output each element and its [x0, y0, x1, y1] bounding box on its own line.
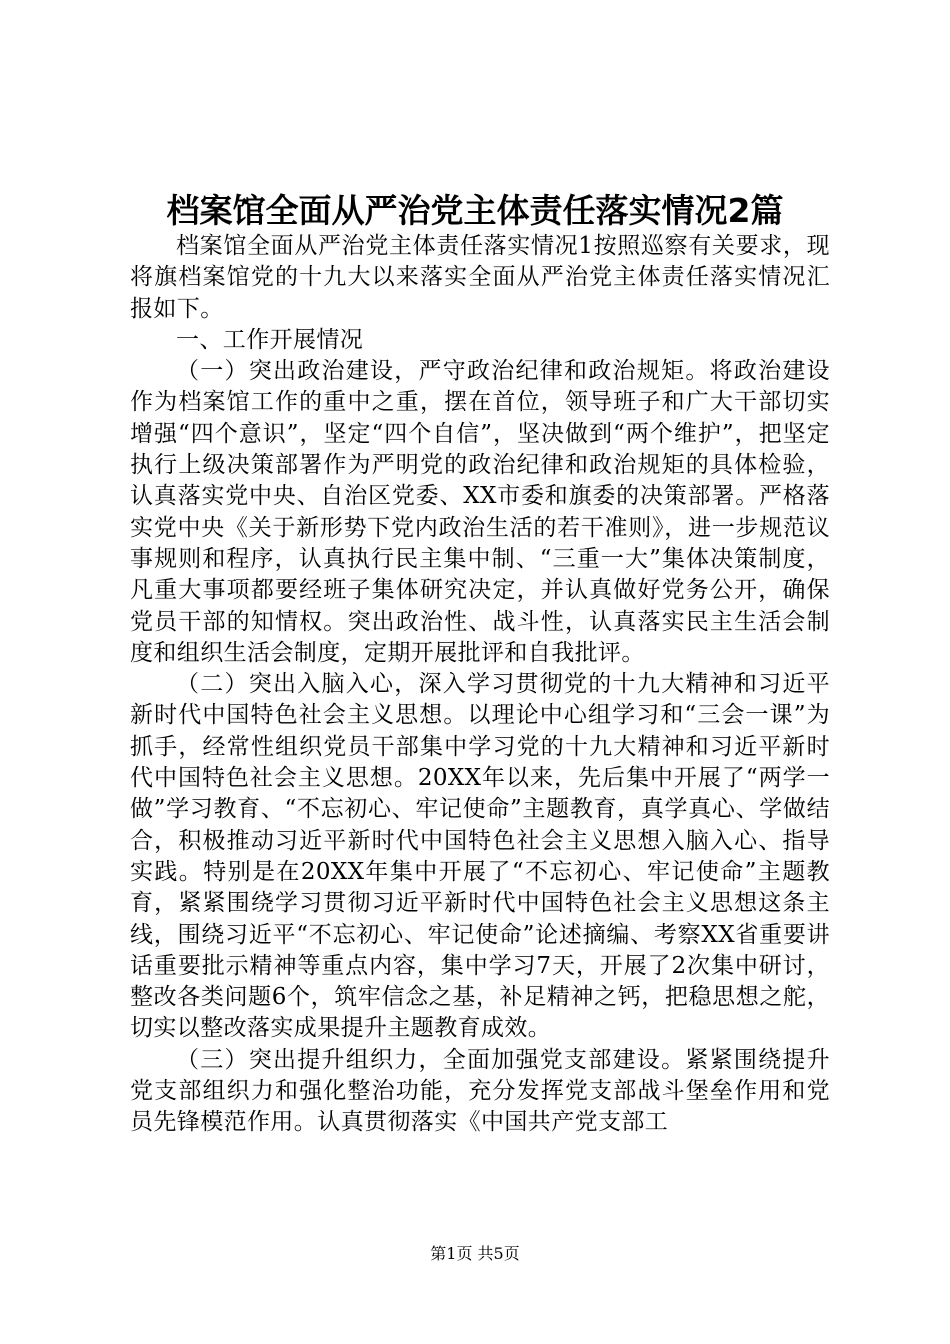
paragraph-study-thought: （二）突出入脑入心，深入学习贯彻党的十九大精神和习近平新时代中国特色社会主义思想。以理论中心组学习和“三会一课”为抓手，经常性组织党员干部集中学习党的十九大精神和习近平新时代中国特色社会主义思想。20XX年以来，先后集中开展了“两学一做”学习教育、“不忘初心、牢记使命”主题教育，真学真心、学做结合，积极推动习近平新时代中国特色社会主义思想入脑入心、指导实践。特别是在20XX年集中开展了“不忘初心、牢记使命”主题教育，紧紧围绕学习贯彻习近平新时代中国特色社会主义思想这条主线，围绕习近平“不忘初心、牢记使命”论述摘编、考察XX省重要讲话重要批示精神等重点内容，集中学习7天，开展了2次集中研讨，整改各类问题6个，筑牢信念之基，补足精神之钙，把稳思想之舵，切实以整改落实成果提升主题教育成效。 [130, 671, 830, 1042]
document-title: 档案馆全面从严治党主体责任落实情况2篇 [166, 191, 784, 230]
document-body [130, 231, 830, 1139]
intro-paragraph: 档案馆全面从严治党主体责任落实情况1按照巡察有关要求，现将旗档案馆党的十九大以来落实全面从严治党主体责任落实情况汇报如下。 [130, 233, 830, 322]
paragraph-political-building: （一）突出政治建设，严守政治纪律和政治规矩。将政治建设作为档案馆工作的重中之重，摆在首位，领导班子和广大干部切实增强“四个意识”，坚定“四个自信”，坚决做到“两个维护”，把坚定执行上级决策部署作为严明党的政治纪律和政治规矩的具体检验，认真落实党中央、自治区党委、XX市委和旗委的决策部署。严格落实党中央《关于新形势下党内政治生活的若干准则》，进一步规范议事规则和程序，认真执行民主集中制、“三重一大”集体决策制度，凡重大事项都要经班子集体研究决定，并认真做好党务公开，确保党员干部的知情权。突出政治性、战斗性，认真落实民主生活会制度和组织生活会制度，定期开展批评和自我批评。 [130, 358, 830, 666]
section-heading-work-status: 一、工作开展情况 [176, 326, 364, 353]
page-number-footer: 第1页 共5页 [430, 1244, 520, 1263]
paragraph-party-branch: （三）突出提升组织力，全面加强党支部建设。紧紧围绕提升党支部组织力和强化整治功能，充分发挥党支部战斗堡垒作用和党员先锋模范作用。认真贯彻落实《中国共产党支部工 [130, 1046, 830, 1136]
